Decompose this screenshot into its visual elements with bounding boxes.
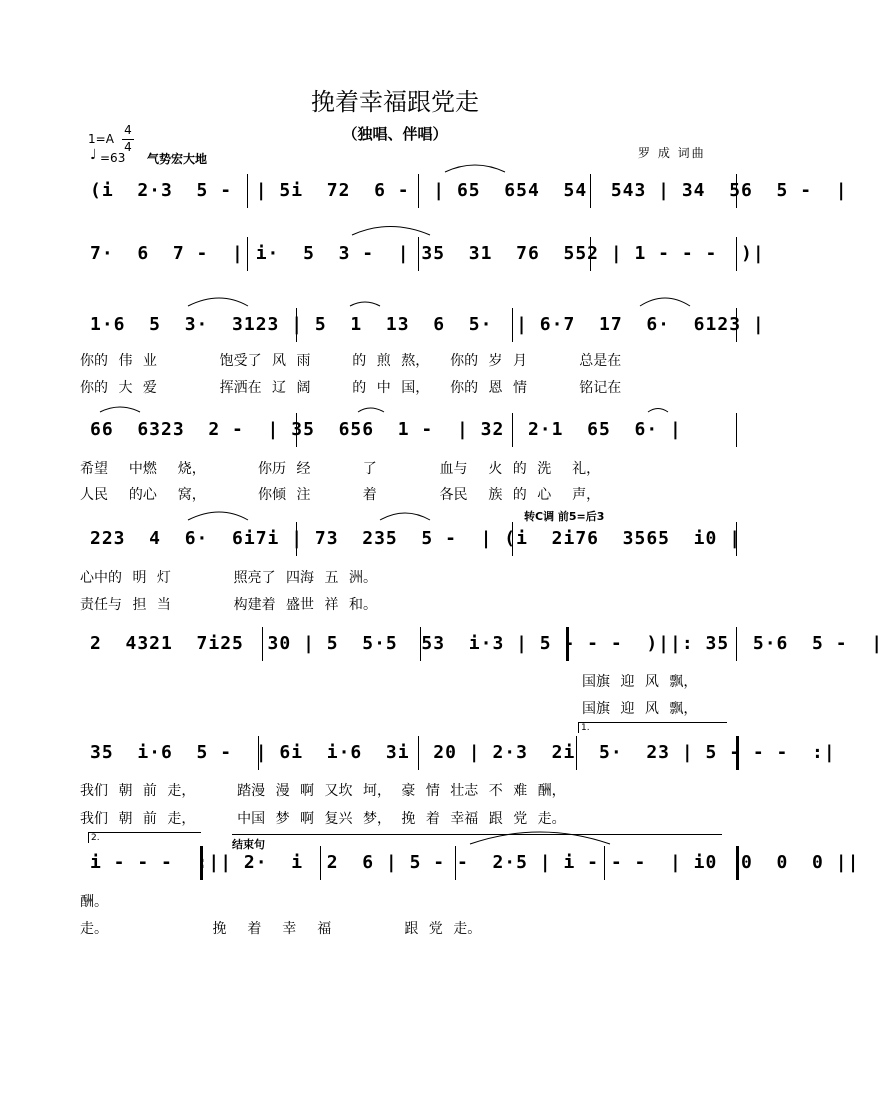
slur-arc [640, 298, 690, 306]
lyric-line: 走。 挽 着 幸 福 跟 党 走。 [80, 921, 482, 937]
second-ending-bracket: 2. [88, 832, 201, 843]
time-signature-top: 4 [124, 123, 132, 137]
notation-line-5: 223 4 6· 6i7i | 73 235 5 - | (i 2i76 3565 i0 | [90, 528, 742, 549]
lyric-line: 国旗 迎 风 飘， [582, 701, 698, 717]
lyric-line: 你的 大 爱 挥洒在 辽 阔 的 中 国， 你的 恩 情 铭记在 [80, 380, 622, 396]
slur-arc [350, 302, 380, 306]
lyric-line: 国旗 迎 风 飘， [582, 674, 698, 690]
song-subtitle: （独唱、伴唱） [342, 125, 448, 143]
notation-line-1: (i 2·3 5 - | 5i 72 6 - | 65 654 54 543 | 34 56 5 - | [90, 180, 848, 201]
slur-arc [188, 298, 248, 306]
modulation-annotation: 转C调 前5=后3 [524, 510, 605, 523]
song-title: 挽着幸福跟党走 [311, 88, 479, 116]
first-ending-bracket: 1. [578, 722, 727, 733]
notation-line-6: 2 4321 7i25 30 | 5 5·5 53 i·3 | 5 - - - )||: 35 5·6 5 - | [90, 633, 883, 654]
slur-arc [648, 409, 668, 413]
composer-credit: 罗 成 词曲 [638, 146, 706, 160]
time-signature-bottom: 4 [124, 140, 132, 154]
expression-marking: 气势宏大地 [147, 152, 208, 166]
tempo-marking: =63 [100, 151, 126, 165]
slur-arc [188, 512, 248, 520]
lyric-line: 你的 伟 业 饱受了 风 雨 的 煎 熬， 你的 岁 月 总是在 [80, 353, 622, 369]
quarter-note-icon: ♩ [90, 147, 97, 163]
slur-arc [358, 408, 384, 412]
slur-arc [445, 165, 505, 172]
lyric-line: 我们 朝 前 走， 中国 梦 啊 复兴 梦， 挽 着 幸福 跟 党 走。 [80, 811, 566, 827]
slur-arc [352, 227, 430, 236]
slur-arc [380, 513, 430, 520]
slur-arc [100, 407, 140, 412]
key-signature: 1=A [88, 132, 114, 146]
notation-line-8: i - - - :|| 2· i 2 6 | 5 - - 2·5 | i - - - | i0 0 0 0 || [90, 852, 860, 873]
notation-line-7: 35 i·6 5 - | 6i i·6 3i 20 | 2·3 2i 5· 23 | 5 - - - :| [90, 742, 836, 763]
lyric-line: 希望 中燃 烧， 你历 经 了 血与 火 的 洗 礼， [80, 461, 601, 477]
lyric-line: 我们 朝 前 走， 踏漫 漫 啊 又坎 坷， 豪 情 壮志 不 难 酬， [80, 783, 566, 799]
lyric-line: 心中的 明 灯 照亮了 四海 五 洲。 [80, 570, 377, 586]
lyric-line: 人民 的心 窝， 你倾 注 着 各民 族 的 心 声， [80, 487, 601, 503]
slur-arc [470, 832, 610, 844]
coda-bracket: 结束句 [232, 834, 722, 852]
notation-line-3: 1·6 5 3· 3123 | 5 1 13 6 5· | 6·7 17 6· 6123 | [90, 314, 765, 335]
notation-line-2: 7· 6 7 - | i· 5 3 - | 35 31 76 552 | 1 - - - )| [90, 243, 765, 264]
lyric-line: 酬。 [80, 894, 108, 910]
lyric-line: 责任与 担 当 构建着 盛世 祥 和。 [80, 597, 377, 613]
notation-line-4: 66 6323 2 - | 35 656 1 - | 32 2·1 65 6· | [90, 419, 682, 440]
